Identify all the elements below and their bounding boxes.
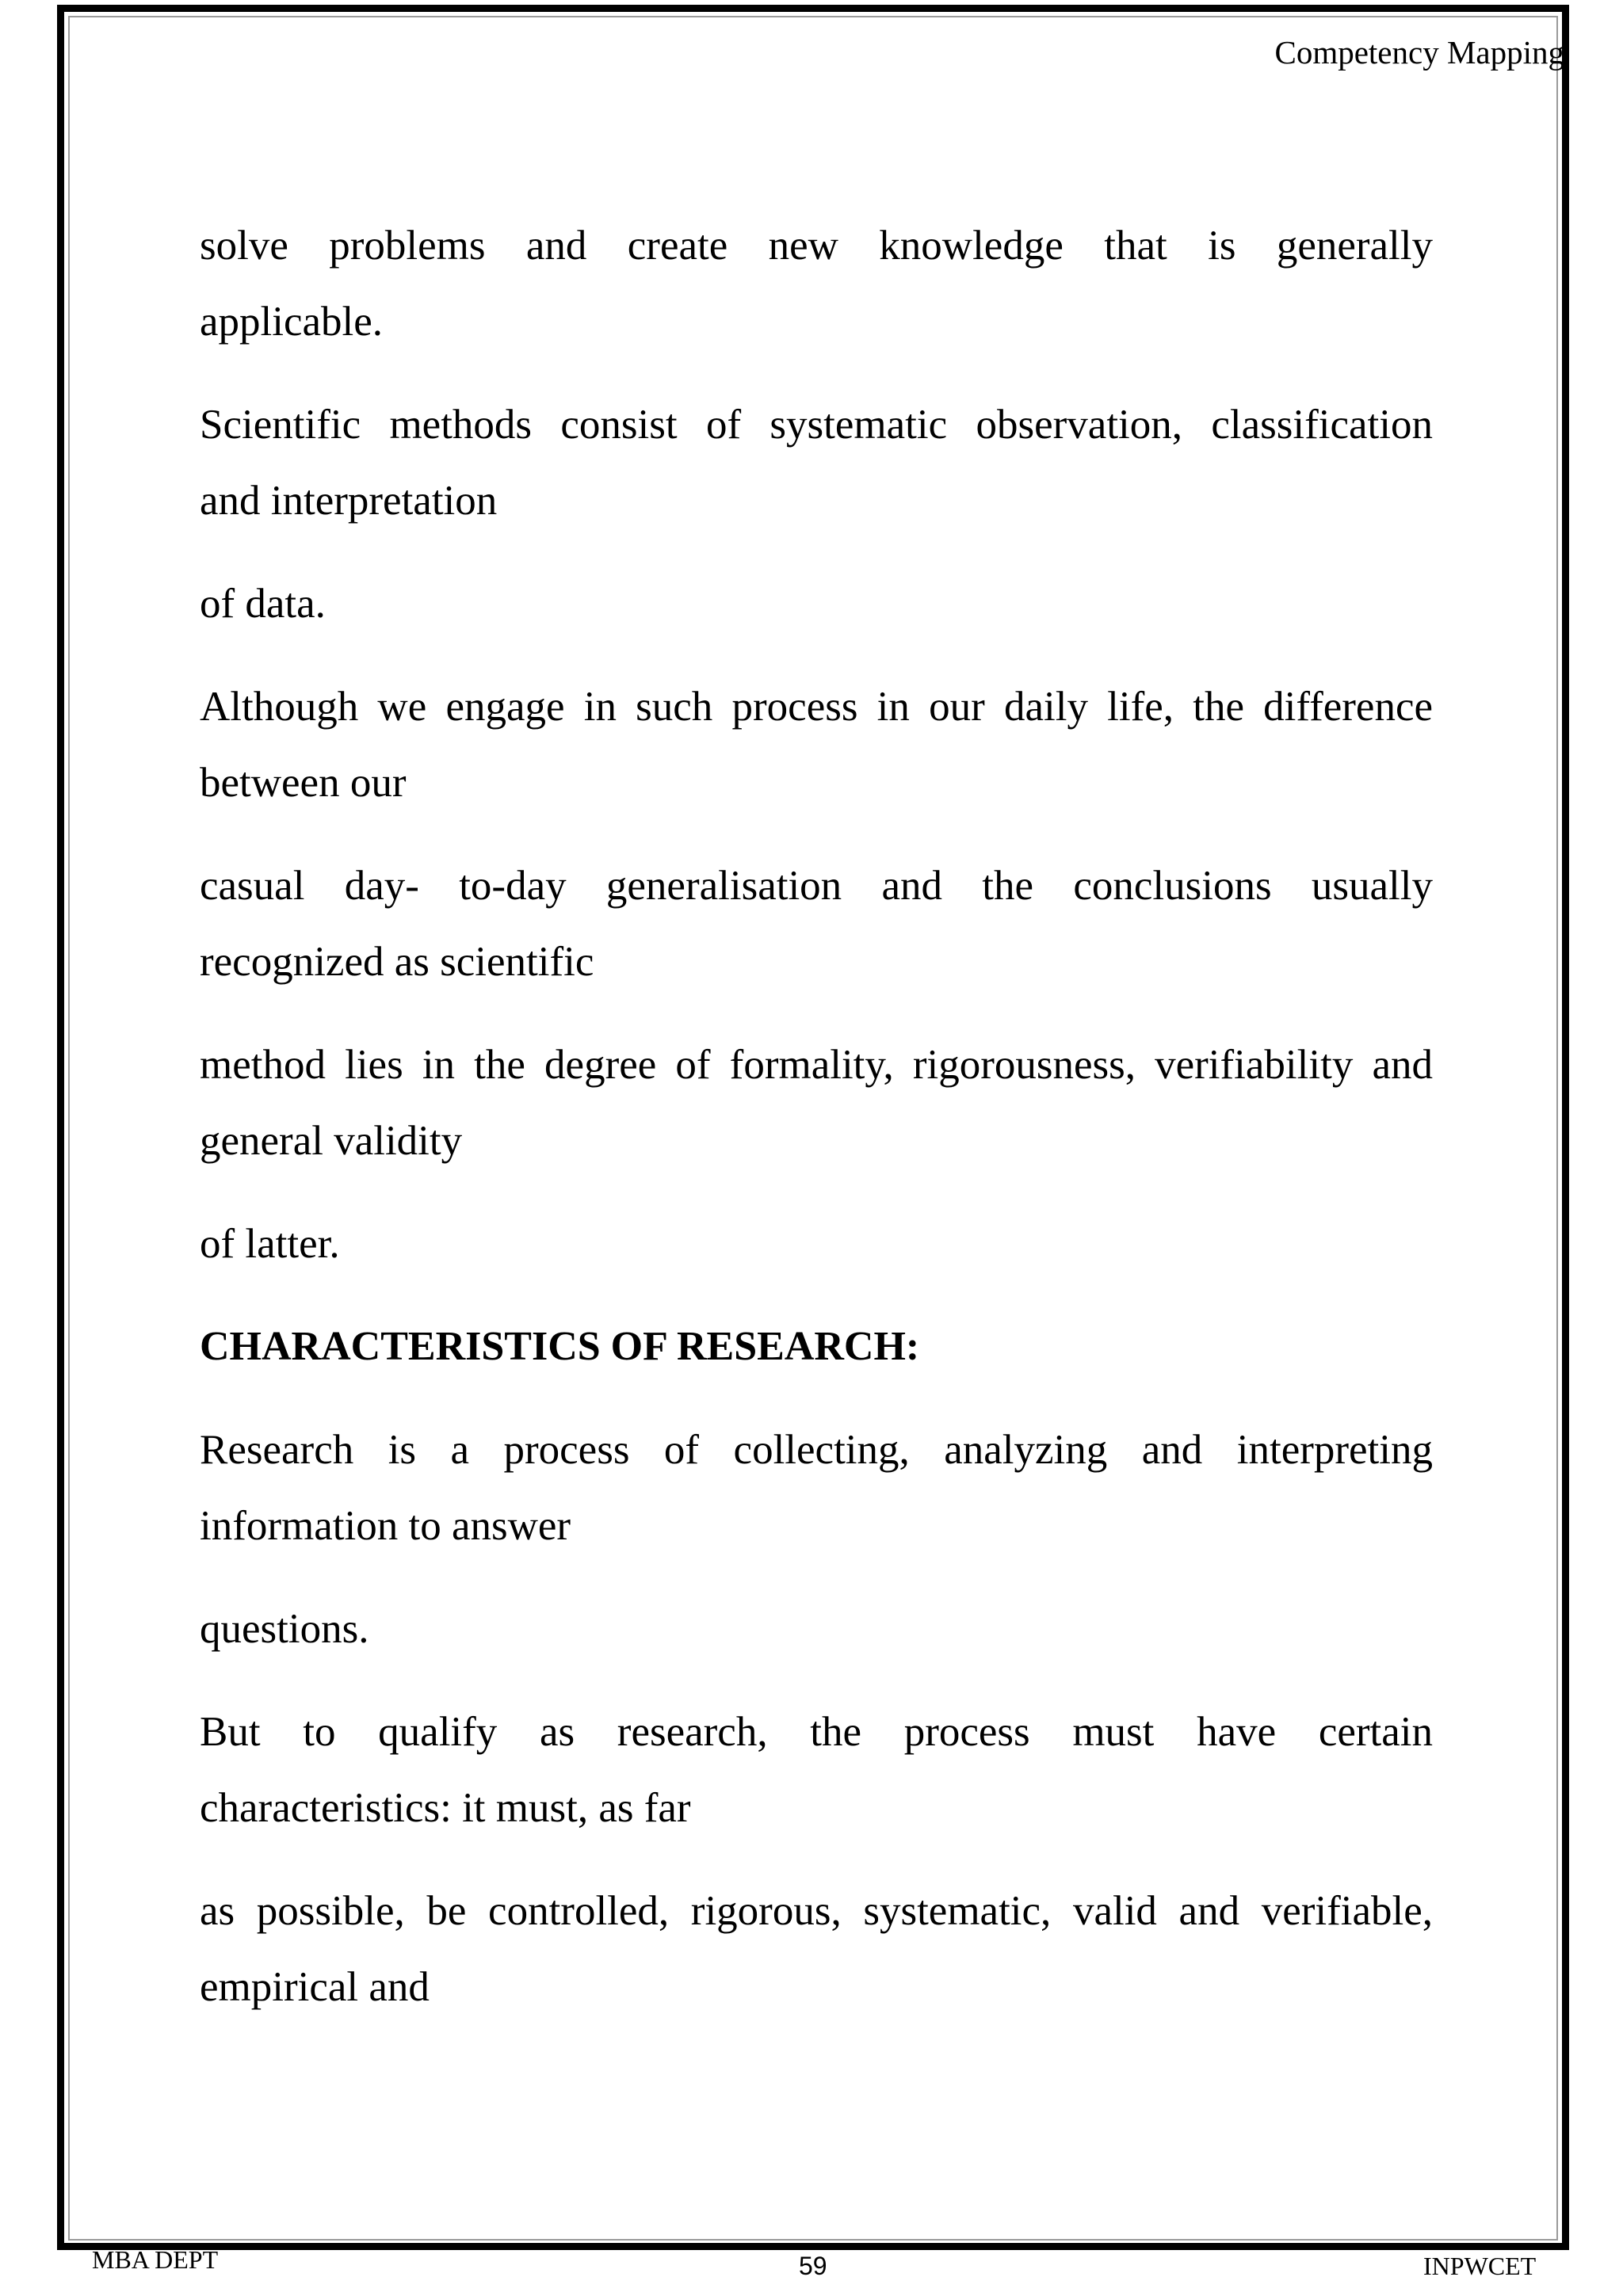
text-line: general validity bbox=[200, 1118, 463, 1164]
text-line: applicable. bbox=[200, 299, 384, 345]
text-line: and interpretation bbox=[200, 478, 498, 524]
text-line: empirical and bbox=[200, 1964, 430, 2010]
body-text bbox=[200, 208, 1433, 2025]
footer-institute: INPWCET bbox=[1423, 2252, 1537, 2280]
text-line: But to qualify as research, the process must have certain bbox=[200, 1709, 1433, 1755]
text-line: of latter. bbox=[200, 1221, 340, 1267]
text-line: recognized as scientific bbox=[200, 939, 594, 985]
text-line: casual day- to-day generalisation and the conclusions usually bbox=[200, 863, 1433, 909]
text-line: characteristics: it must, as far bbox=[200, 1785, 691, 1831]
text-line: Scientific methods consist of systematic observation, classification bbox=[200, 402, 1433, 448]
text-line: questions. bbox=[200, 1606, 369, 1652]
running-header: Competency Mapping bbox=[1274, 34, 1564, 71]
text-line: of data. bbox=[200, 581, 326, 627]
footer-department: MBA DEPT bbox=[92, 2245, 219, 2274]
text-line: Although we engage in such process in our daily life, the difference bbox=[200, 684, 1433, 730]
text-line: as possible, be controlled, rigorous, systematic, valid and verifiable, bbox=[200, 1888, 1433, 1934]
text-line: between our bbox=[200, 760, 407, 806]
text-line: Research is a process of collecting, analyzing and interpreting bbox=[200, 1427, 1433, 1473]
text-line: information to answer bbox=[200, 1503, 571, 1549]
page-number: 59 bbox=[799, 2252, 827, 2280]
section-heading: CHARACTERISTICS OF RESEARCH: bbox=[200, 1324, 920, 1369]
text-line: solve problems and create new knowledge that is generally bbox=[200, 223, 1433, 269]
text-line: method lies in the degree of formality, rigorousness, verifiability and bbox=[200, 1042, 1433, 1088]
